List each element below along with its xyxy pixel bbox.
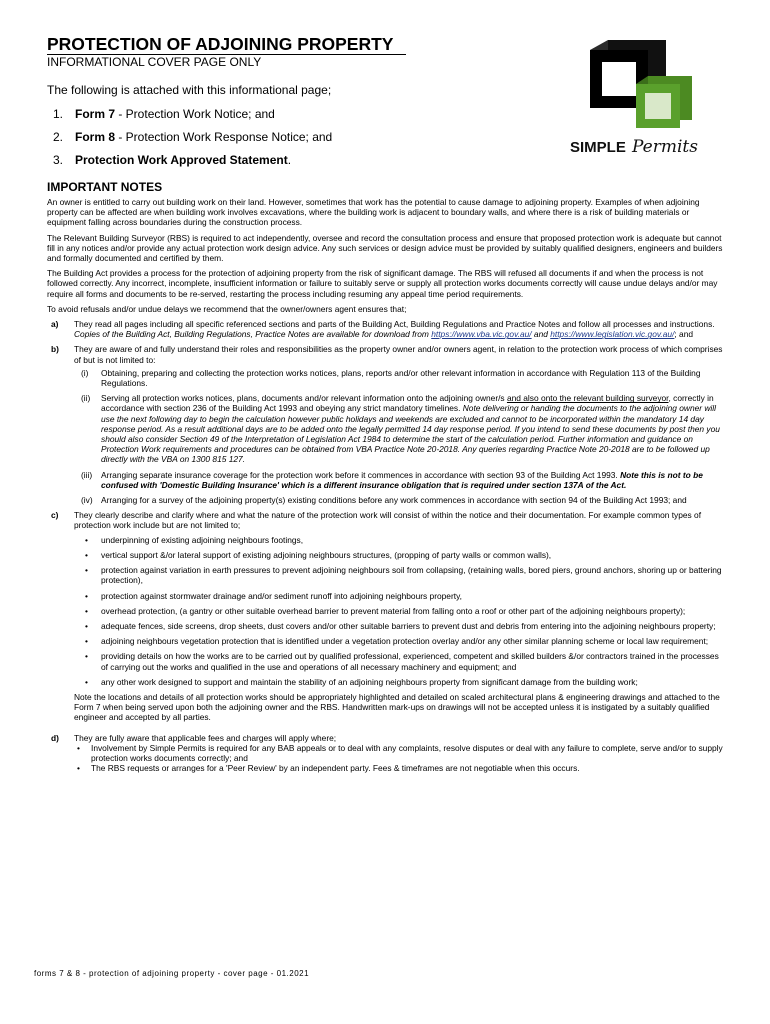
sub-item-ii <box>74 393 727 464</box>
attachment-name: Form 8 <box>75 130 116 144</box>
bullet-text: underpinning of existing adjoining neighbours footings, <box>101 534 304 545</box>
bullet-icon: • <box>85 651 88 662</box>
bullet-item <box>74 591 727 601</box>
bullet-icon: • <box>85 676 88 687</box>
logo-black-cube-hole <box>602 62 636 96</box>
bullet-item <box>74 565 727 585</box>
sub-item-underlined: and also onto the relevant building surveyor <box>506 393 669 404</box>
bullet-icon: • <box>85 636 88 647</box>
vba-link[interactable]: https://www.vba.vic.gov.au/ <box>431 329 532 340</box>
logo-script-text: Permits <box>632 137 698 157</box>
attachment-list <box>47 103 332 172</box>
important-notes-heading: IMPORTANT NOTES <box>47 180 163 194</box>
sub-item-number: (ii) <box>81 393 91 404</box>
sub-item-iv <box>74 495 727 505</box>
bullet-text: The RBS requests or arranges for a 'Peer Review' by an independent party. Fees & timeframes are not negotiable when this occurs. <box>91 763 580 774</box>
simple-permits-logo <box>570 38 730 163</box>
list-item-a <box>47 319 727 339</box>
logo-brand-text: SIMPLE <box>570 139 626 156</box>
bullet-text: protection against stormwater drainage and/or sediment runoff into adjoining neighbours property, <box>101 590 462 601</box>
bullet-icon: • <box>85 565 88 576</box>
bullet-text: any other work designed to support and maintain the stability of an adjoining neighbours property from significant damage from the building work; <box>101 676 638 687</box>
list-item-b <box>47 344 727 505</box>
notes-body <box>47 197 727 778</box>
sub-item-italic-note: Note delivering or handing the documents to the adjoining owner will use the next following day to begin the calculation however public holidays and weekends are excluded and cannot to be incorporated within the mandatory 14 day response period. As a result additional days are to be added onto the legally permitted 14 day response period. If you intend to send these documents by post then you should also consider Section 49 of the Interpretation of Legislation Act 1984 to determine the start of the calculation period. Further information and guidance on Protection Work requirements and procedures can be obtained from VBA Practice Note 20-2018. Any queries regarding Practice Note 20-2018 are to be followed up directly with the VBA on 1300 815 127. <box>101 403 720 465</box>
sub-item-text: Obtaining, preparing and collecting the protection works notices, plans, reports and/or other relevant information in accordance with Regulation 113 of the Building Regulations. <box>101 367 701 389</box>
bullet-icon: • <box>77 763 80 774</box>
sub-item-text: , correctly in accordance with section 236 of the Building Act 1993 and obeying any strict mandatory timelines. <box>101 393 714 414</box>
bullet-text: adequate fences, side screens, drop sheets, dust covers and/or other suitable barriers to prevent dust and debris from entering into the adjoining neighbours property; <box>101 620 716 631</box>
notes-paragraph: The Relevant Building Surveyor (RBS) is required to act independently, oversee and record the consultation process and ensure that proposed protection work is adequate but cannot fill in any notices and/or provide any actual protection work design advice. Any such services or design advice must be provided by suitably qualified designers, engineers and builders and formally documented and certified by them. <box>47 232 723 264</box>
item-text: They read all pages including all specific referenced sections and parts of the Building Act, Building Regulations and Practice Notes and follow all processes and instructions. <box>74 319 715 330</box>
attachment-number: 3. <box>53 153 64 167</box>
page-title: PROTECTION OF ADJOINING PROPERTY <box>47 34 394 54</box>
bullet-text: Involvement by Simple Permits is required for any BAB appeals or to deal with any complaints, resolve disputes or deal with any failure to complete, serve and/or to supply protection works documents correctly; and <box>91 742 723 763</box>
attachment-item <box>47 149 332 172</box>
page-footer: forms 7 & 8 - protection of adjoining property - cover page - 01.2021 <box>34 969 310 978</box>
bullet-item <box>74 636 727 646</box>
bullet-icon: • <box>85 605 88 616</box>
attachment-number: 1. <box>53 107 64 121</box>
bullet-text: overhead protection, (a gantry or other suitable overhead barrier to prevent material from falling onto a roof or other part of the adjoining neighbours property); <box>101 605 686 616</box>
bullet-item <box>74 535 727 545</box>
bullet-icon: • <box>85 534 88 545</box>
attachment-desc: - Protection Work Notice; and <box>115 107 275 121</box>
attachment-item <box>47 126 332 149</box>
item-label: b) <box>51 344 59 355</box>
sub-item-number: (i) <box>81 367 89 378</box>
sub-item-bold-note: Note this is not to be confused with 'Domestic Building Insurance' which is a different insurance obligation that is required under section 137A of the Act. <box>101 469 703 490</box>
bullet-item <box>74 606 727 616</box>
sub-item-number: (iv) <box>81 495 93 506</box>
bullet-icon: • <box>85 590 88 601</box>
item-italic-text: and <box>531 329 551 340</box>
page-subtitle: INFORMATIONAL COVER PAGE ONLY <box>47 55 262 69</box>
sub-item-text: Arranging for a survey of the adjoining property(s) existing conditions before any work commences in accordance with section 94 of the Building Act 1993; and <box>101 495 687 506</box>
item-text: They clearly describe and clarify where and what the nature of the protection work will consist of within the notice and their documentation. For example common types of protection work include but are not limited to; <box>74 510 702 531</box>
sub-item-i <box>74 368 727 388</box>
bullet-icon: • <box>77 742 80 753</box>
attachment-number: 2. <box>53 130 64 144</box>
attachment-desc: . <box>287 153 292 167</box>
sub-item-iii <box>74 470 727 490</box>
intro-text: The following is attached with this informational page; <box>47 83 332 97</box>
item-label: d) <box>51 732 59 743</box>
list-item-c <box>47 510 727 722</box>
bullet-item <box>74 621 727 631</box>
attachment-desc: - Protection Work Response Notice; and <box>115 130 333 144</box>
bullet-item <box>74 763 727 773</box>
bullet-item <box>74 743 727 763</box>
legislation-link[interactable]: https://www.legislation.vic.gov.au/ <box>550 329 675 340</box>
bullet-text: protection against variation in earth pressures to prevent adjoining neighbours soil from collapsing, (retaining walls, bored piers, ground anchors, shoring up or battering protection), <box>101 565 722 586</box>
sub-item-text: Serving all protection works notices, plans, documents and/or relevant information onto the adjoining owner/s <box>101 393 507 404</box>
attachment-name: Form 7 <box>75 107 116 121</box>
item-text: ; and <box>674 329 694 340</box>
item-label: c) <box>51 510 59 521</box>
item-label: a) <box>51 319 59 330</box>
list-item-d <box>47 733 727 774</box>
logo-green-cube-hole <box>645 93 671 119</box>
bullet-item <box>74 677 727 687</box>
bullet-item <box>74 651 727 671</box>
bullet-icon: • <box>85 549 88 560</box>
notes-paragraph: The Building Act provides a process for the protection of adjoining property from the risk of significant damage. The RBS will refused all documents if and when the process is not followed correctly. Any incorrect, incomplete, insufficient information or failure to suitably serve or supply all protection works documents correctly will cause undue delays and/or may require all forms and documents to be re-served, restarting the process including resuming any appeal time period requirements. <box>47 268 718 299</box>
item-note: Note the locations and details of all protection works should be appropriately highlighted and detailed on scaled architectural plans & engineering drawings and attached to the Form 7 when being served upon both the adjoining owner and the RBS. Handwritten mark-ups on drawings will not be accepted unless it is instigated by a suitably qualified engineer and accepted by all parties. <box>74 691 720 723</box>
item-text: They are aware of and fully understand their roles and responsibilities as the property owner and/or owners agent, in relation to the protection work process of which comprises of but is not limited to: <box>74 344 723 365</box>
item-text: They are fully aware that applicable fees and charges will apply where; <box>74 732 337 743</box>
attachment-name: Protection Work Approved Statement <box>75 153 288 167</box>
bullet-item <box>74 550 727 560</box>
attachment-item <box>47 103 332 126</box>
notes-paragraph: An owner is entitled to carry out building work on their land. However, sometimes that work has the potential to cause damage to adjoining property. Examples of when adjoining property can be affected are when building work involves excavations, where the building work is adjacent to boundary walls, and where there is a risk of building materials or equipment falling across boundaries during the construction process. <box>47 197 700 228</box>
bullet-icon: • <box>85 620 88 631</box>
bullet-text: adjoining neighbours vegetation protection that is identified under a vegetation protection overlay and/or any other similar planning scheme or local law requirement; <box>101 636 709 647</box>
item-italic-text: Copies of the Building Act, Building Regulations, Practice Notes are available for download from <box>74 329 432 340</box>
bullet-text: providing details on how the works are to be carried out by qualified professional, experienced, competent and skilled builders &/or contractors trained in the processes of carrying out the works and qualified in the use and operations of all necessary machinery and equipment; and <box>101 651 719 672</box>
sub-item-text: Arranging separate insurance coverage for the protection work before it commences in accordance with section 93 of the Building Act 1993. <box>101 469 621 480</box>
notes-paragraph: To avoid refusals and/or undue delays we recommend that the owner/owners agent ensures that; <box>47 303 407 314</box>
bullet-text: vertical support &/or lateral support of existing adjoining neighbours structures, (propping of party walls or common walls), <box>101 549 552 560</box>
sub-item-number: (iii) <box>81 469 93 480</box>
